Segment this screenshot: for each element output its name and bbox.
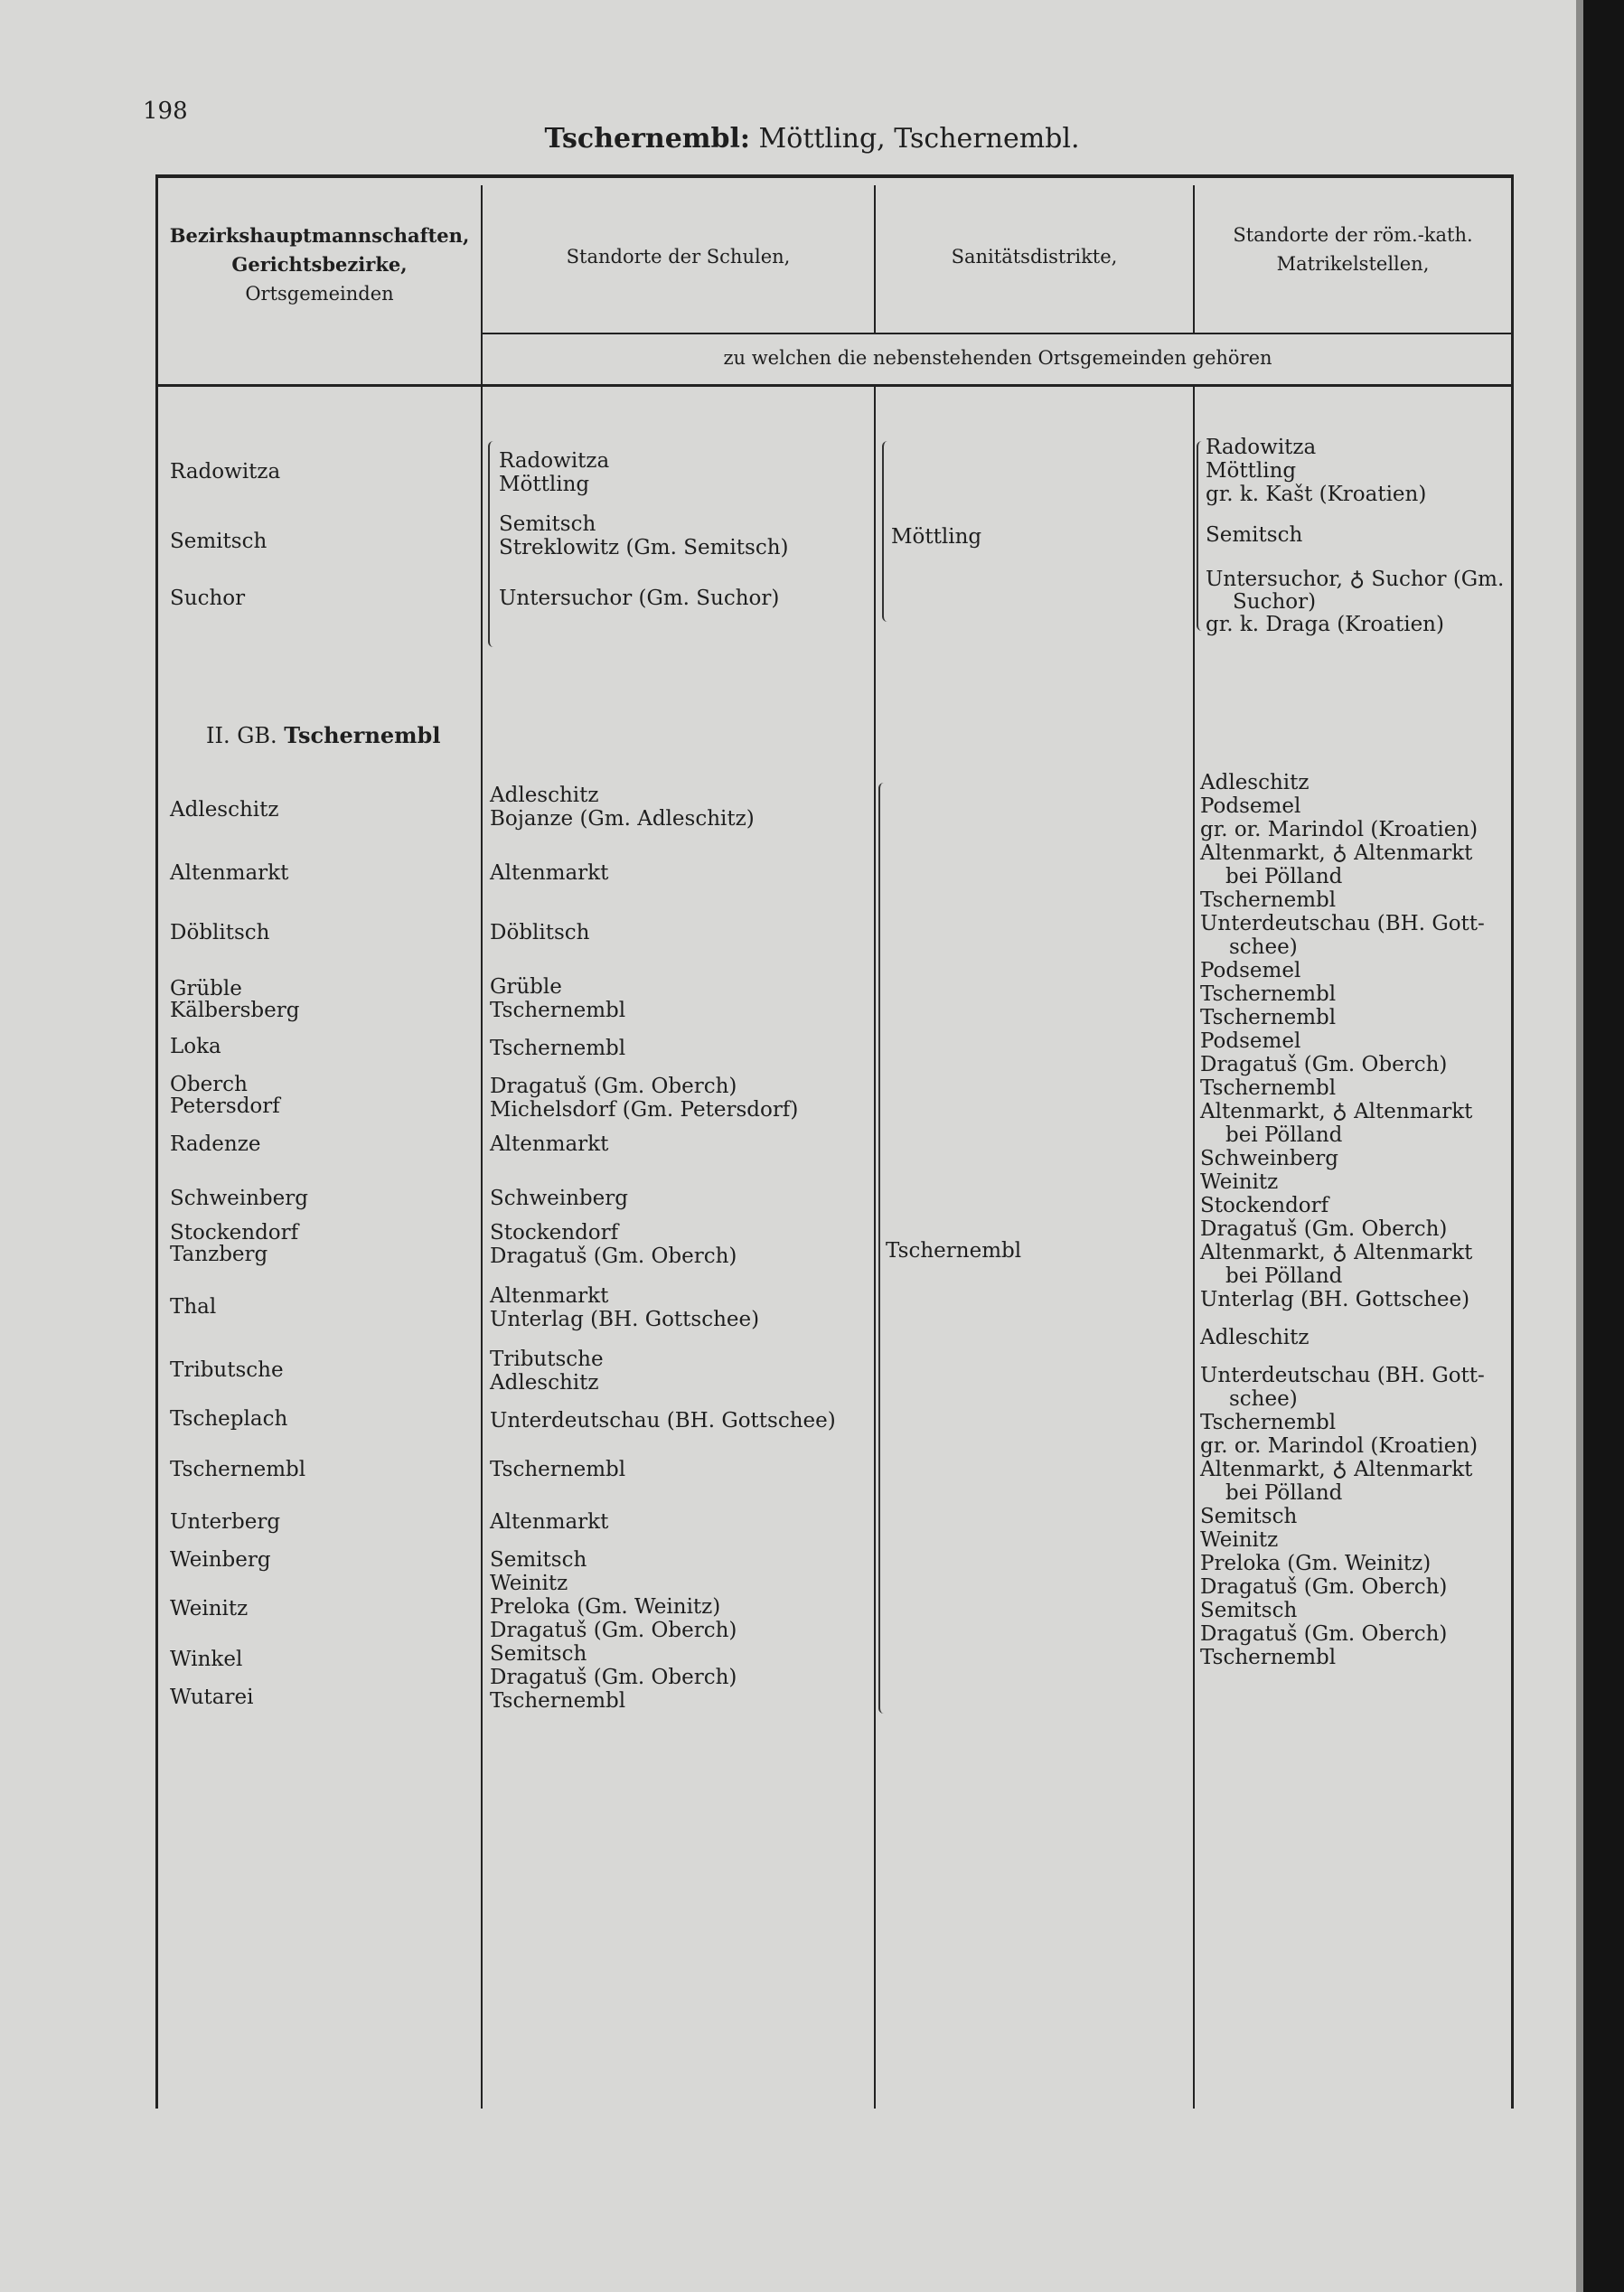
s2-heading-name: Tschernembl: [284, 722, 441, 748]
s2-matrikel: gr. or. Marindol (Kroatien): [1200, 818, 1478, 841]
header-col3: Sanitätsdistrikte,: [951, 246, 1118, 268]
s2-gemeinde: Unterberg: [170, 1510, 281, 1534]
s2-gemeinde: Schweinberg: [170, 1187, 308, 1210]
s2-schule: Dragatuš (Gm. Oberch): [490, 1619, 737, 1642]
s2-matrikel: Tschernembl: [1200, 888, 1337, 912]
scan-edge-dark: [1583, 0, 1624, 2292]
header-col4: [1195, 221, 1511, 278]
s2-gemeinde: Stockendorf: [170, 1221, 299, 1245]
header-bottom-rule: [155, 384, 1514, 387]
s2-matrikel: Podsemel: [1200, 959, 1301, 982]
col-divider-1: [481, 185, 483, 2109]
header-col1-line1: Bezirkshauptmannschaften,: [169, 224, 470, 247]
s2-schule: Tschernembl: [490, 999, 626, 1022]
s2-matrikel: Semitsch: [1200, 1599, 1298, 1622]
s2-matrikel: Semitsch: [1200, 1505, 1298, 1528]
s2-gemeinde: Altenmarkt: [170, 861, 289, 885]
s2-matrikel: Altenmarkt, ♁ Altenmarkt: [1200, 1458, 1473, 1481]
s2-matrikel: Dragatuš (Gm. Oberch): [1200, 1622, 1448, 1646]
s2-matrikel: Unterdeutschau (BH. Gott-: [1200, 1364, 1485, 1387]
s2-matrikel: bei Pölland: [1225, 1123, 1343, 1147]
table-right-rule: [1511, 174, 1514, 2109]
s2-matrikel: Tschernembl: [1200, 1646, 1337, 1669]
s1-matrikel-brace: [1197, 441, 1204, 631]
s2-gemeinde: Tscheplach: [170, 1407, 288, 1431]
s2-schule: Weinitz: [490, 1572, 568, 1595]
s2-gemeinde: Kälbersberg: [170, 999, 300, 1022]
s1-matrikel: Suchor): [1233, 590, 1317, 614]
s2-gemeinde: Radenze: [170, 1132, 261, 1156]
s2-schule: Unterlag (BH. Gottschee): [490, 1308, 760, 1331]
s2-gemeinde: Loka: [170, 1035, 221, 1058]
s2-schule: Dragatuš (Gm. Oberch): [490, 1245, 737, 1268]
s2-heading: [206, 723, 440, 748]
title-district: Tschernembl:: [544, 123, 750, 155]
header-col2: Standorte der Schulen,: [566, 246, 791, 268]
s2-matrikel: Weinitz: [1200, 1528, 1279, 1552]
s1-sanitaet-brace: [882, 441, 889, 622]
s2-matrikel: Dragatuš (Gm. Oberch): [1200, 1217, 1448, 1241]
s2-gemeinde: Oberch: [170, 1073, 248, 1096]
s1-matrikel: gr. k. Draga (Kroatien): [1206, 613, 1444, 636]
s2-matrikel: Tschernembl: [1200, 982, 1337, 1006]
s2-gemeinde: Döblitsch: [170, 921, 270, 944]
s2-heading-prefix: II. GB.: [206, 723, 277, 748]
s2-matrikel: Podsemel: [1200, 1029, 1301, 1053]
s2-sanitaet: Tschernembl: [886, 1239, 1022, 1263]
s2-schule: Semitsch: [490, 1642, 587, 1666]
title-subtitle: Möttling, Tschernembl.: [750, 123, 1080, 155]
s2-matrikel: Podsemel: [1200, 794, 1301, 818]
s2-matrikel: Unterdeutschau (BH. Gott-: [1200, 912, 1485, 935]
s1-schule: Semitsch: [499, 512, 596, 536]
s2-matrikel: Dragatuš (Gm. Oberch): [1200, 1053, 1448, 1076]
page-title: [0, 123, 1624, 155]
s2-schule: Altenmarkt: [490, 1510, 609, 1534]
s2-gemeinde: Petersdorf: [170, 1094, 280, 1118]
header-col1-line2: Gerichtsbezirke,: [231, 253, 408, 276]
s2-matrikel: Weinitz: [1200, 1170, 1279, 1194]
s2-schule: Preloka (Gm. Weinitz): [490, 1595, 721, 1619]
s1-gemeinde: Suchor: [170, 587, 246, 610]
s2-matrikel: Adleschitz: [1200, 771, 1310, 794]
s2-matrikel: gr. or. Marindol (Kroatien): [1200, 1434, 1478, 1458]
s2-matrikel: Altenmarkt, ♁ Altenmarkt: [1200, 1100, 1473, 1123]
s2-matrikel: schee): [1229, 1387, 1298, 1411]
s2-matrikel: Tschernembl: [1200, 1006, 1337, 1029]
header-subheader: zu welchen die nebenstehenden Ortsgemeinden gehören: [723, 347, 1272, 369]
s2-schule: Döblitsch: [490, 921, 590, 944]
s1-schule: Radowitza: [499, 449, 610, 473]
s2-matrikel: schee): [1229, 935, 1298, 959]
header-col1: [158, 221, 481, 308]
s1-schule: Streklowitz (Gm. Semitsch): [499, 536, 789, 559]
s1-gemeinde: Radowitza: [170, 460, 281, 484]
s2-matrikel: Schweinberg: [1200, 1147, 1338, 1170]
header-col1-line3: Ortsgemeinden: [245, 283, 394, 305]
header-col4-line2: Matrikelstellen,: [1276, 253, 1430, 275]
s2-gemeinde: Thal: [170, 1295, 217, 1319]
s2-schule: Grüble: [490, 975, 562, 999]
subheader-rule: [483, 333, 1513, 334]
s2-schule: Michelsdorf (Gm. Petersdorf): [490, 1098, 799, 1122]
s2-gemeinde: Wutarei: [170, 1686, 254, 1709]
s2-schule: Unterdeutschau (BH. Gottschee): [490, 1409, 836, 1432]
header-col4-line1: Standorte der röm.-kath.: [1233, 224, 1473, 246]
s2-schule: Altenmarkt: [490, 1132, 609, 1156]
s2-schule: Adleschitz: [490, 1371, 599, 1395]
s2-matrikel: Tschernembl: [1200, 1076, 1337, 1100]
s2-matrikel: Preloka (Gm. Weinitz): [1200, 1552, 1432, 1575]
s2-matrikel: bei Pölland: [1225, 1264, 1343, 1288]
s2-gemeinde: Winkel: [170, 1648, 243, 1671]
col-divider-3-lower: [1193, 387, 1195, 2109]
s2-matrikel: Dragatuš (Gm. Oberch): [1200, 1575, 1448, 1599]
s2-schule: Tschernembl: [490, 1037, 626, 1060]
s2-matrikel: Tschernembl: [1200, 1411, 1337, 1434]
s1-matrikel: Untersuchor, ♁ Suchor (Gm.: [1206, 568, 1505, 591]
s2-sanitaet-brace: [878, 783, 886, 1714]
s2-gemeinde: Weinitz: [170, 1597, 249, 1620]
s2-gemeinde: Weinberg: [170, 1548, 271, 1572]
s2-schule: Dragatuš (Gm. Oberch): [490, 1075, 737, 1098]
s2-gemeinde: Tschernembl: [170, 1458, 306, 1481]
s2-schule: Semitsch: [490, 1548, 587, 1572]
s2-schule: Altenmarkt: [490, 1284, 609, 1308]
s2-matrikel: Adleschitz: [1200, 1326, 1310, 1349]
s2-matrikel: bei Pölland: [1225, 865, 1343, 888]
s1-schule: Möttling: [499, 473, 590, 496]
s1-schulen-brace: [488, 441, 495, 647]
s2-matrikel: Stockendorf: [1200, 1194, 1329, 1217]
s2-schule: Stockendorf: [490, 1221, 619, 1245]
s1-matrikel: Radowitza: [1206, 436, 1317, 459]
table-left-rule: [155, 174, 158, 2109]
s1-matrikel: Möttling: [1206, 459, 1297, 483]
s2-schule: Tschernembl: [490, 1458, 626, 1481]
s2-schule: Altenmarkt: [490, 861, 609, 885]
s2-matrikel: bei Pölland: [1225, 1481, 1343, 1505]
s1-schule: Untersuchor (Gm. Suchor): [499, 587, 780, 610]
s2-matrikel: Altenmarkt, ♁ Altenmarkt: [1200, 1241, 1473, 1264]
s2-schule: Tschernembl: [490, 1689, 626, 1713]
s2-schule: Schweinberg: [490, 1187, 628, 1210]
s2-gemeinde: Adleschitz: [170, 798, 279, 822]
s2-matrikel: Altenmarkt, ♁ Altenmarkt: [1200, 841, 1473, 865]
s1-sanitaet: Möttling: [891, 525, 982, 549]
s2-gemeinde: Tributsche: [170, 1358, 284, 1382]
s2-gemeinde: Grüble: [170, 977, 242, 1000]
col-divider-2-lower: [874, 387, 876, 2109]
s1-matrikel: gr. k. Kašt (Kroatien): [1206, 483, 1427, 506]
s2-schule: Tributsche: [490, 1348, 604, 1371]
s2-gemeinde: Tanzberg: [170, 1243, 268, 1266]
table-top-rule: [155, 174, 1514, 178]
s1-gemeinde: Semitsch: [170, 530, 268, 553]
s2-schule: Bojanze (Gm. Adleschitz): [490, 807, 755, 831]
s2-schule: Adleschitz: [490, 784, 599, 807]
page-number: 198: [143, 98, 188, 125]
s2-schule: Dragatuš (Gm. Oberch): [490, 1666, 737, 1689]
s2-matrikel: Unterlag (BH. Gottschee): [1200, 1288, 1470, 1311]
s1-matrikel: Semitsch: [1206, 523, 1303, 547]
